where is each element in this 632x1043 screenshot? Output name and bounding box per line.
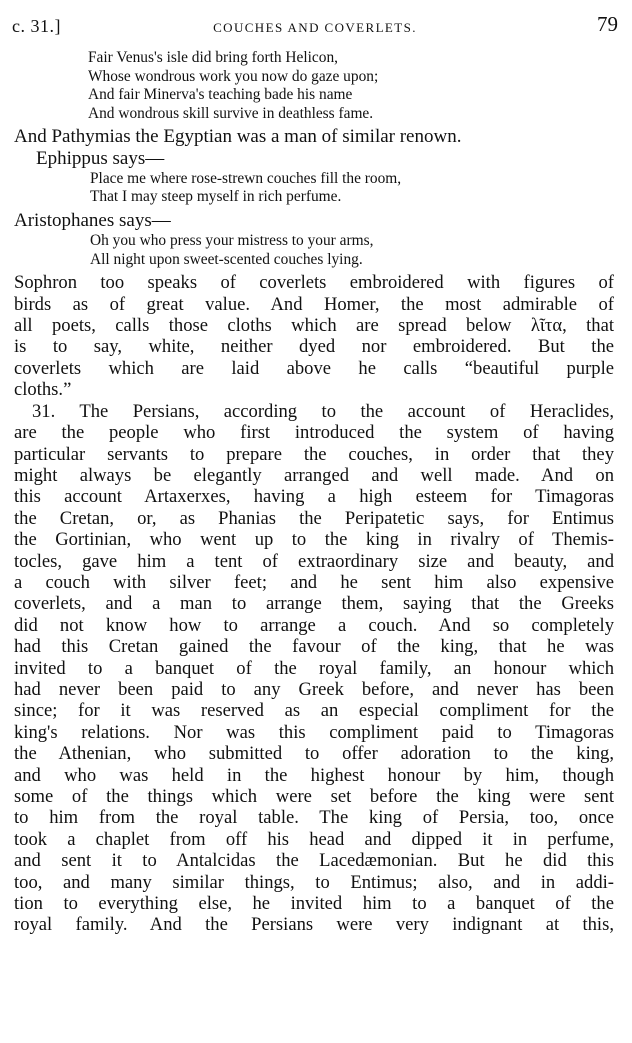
text-line: the Athenian, who submitted to offer adoration to the king, [14,743,614,765]
running-title: COUCHES AND COVERLETS. [213,20,417,35]
text-line: invited to a banquet of the royal family, an honour which [14,657,614,679]
verse-quote-helicon [14,49,614,123]
text-line: did not know how to arrange a couch. And so completely [14,614,614,636]
verse-line: Oh you who press your mistress to your arms, [90,232,374,250]
text-line: birds as of great value. And Homer, the most admirable of [14,293,614,315]
text-line: took a chaplet from off his head and dipped it in perfume, [14,828,614,850]
text-line: had this Cretan gained the favour of the king, that he was [14,636,614,658]
text-line: royal family. And the Persians were very indignant at this, [14,914,614,936]
text-line: had never been paid to any Greek before, and never has been [14,678,614,700]
verse-line: Fair Venus's isle did bring forth Helicon, [88,49,338,66]
verse-line: And fair Minerva's teaching bade his name [88,86,353,104]
text-line: the Cretan, or, as Phanias the Peripatetic says, for Entimus [14,507,614,529]
text-line: particular servants to prepare the couches, in order that they [14,443,614,465]
running-header [12,8,618,38]
text-line: king's relations. Nor was this compliment paid to Timagoras [14,721,614,743]
text-line: to him from the royal table. The king of Persia, too, once [14,807,614,829]
text-line: 31. The Persians, according to the account of Heraclides, [32,400,614,422]
text-line: since; for it was reserved as an especial compliment for the [14,700,614,722]
pathymias-line: And Pathymias the Egyptian was a man of similar renown. [14,126,462,148]
verse-line: That I may steep myself in rich perfume. [90,188,342,206]
text-line: tocles, gave him a tent of extraordinary size and beauty, and [14,550,614,572]
text-line: too, and many similar things, to Entimus; also, and in addi- [14,871,614,893]
text-line: and who was held in the highest honour by him, though [14,764,614,786]
ephippus-says: Ephippus says— [36,147,165,169]
verse-line: Whose wondrous work you now do gaze upon; [88,67,379,85]
verse-line: All night upon sweet-scented couches lying. [90,250,363,268]
text-line: some of the things which were set before the king were sent [14,786,614,807]
text-line: Sophron too speaks of coverlets embroidered with figures of [14,272,614,294]
paragraph-sophron [14,272,614,400]
verse-quote-aristophanes [14,232,614,269]
text-line: this account Artaxerxes, having a high esteem for Timagoras [14,486,614,508]
text-line: cloths.” [14,379,72,401]
text-line: is to say, white, neither dyed nor embroidered. But the [14,336,614,358]
text-line: and sent it to Antalcidas the Lacedæmonian. But he did this [14,850,614,872]
paragraph-31-persians [14,401,614,936]
verse-quote-ephippus [14,170,614,207]
page-body [14,49,614,936]
verse-line: And wondrous skill survive in deathless fame. [88,104,374,122]
text-line: tion to everything else, he invited him to a banquet of the [14,893,614,915]
aristophanes-says: Aristophanes says— [14,210,171,232]
text-line: the Gortinian, who went up to the king in rivalry of Themis- [14,529,614,551]
text-line: coverlets, and a man to arrange them, saying that the Greeks [14,593,614,615]
text-line: all poets, calls those cloths which are spread below λῖτα, that [14,315,614,337]
text-line: might always be elegantly arranged and well made. And on [14,464,614,486]
chapter-reference: c. 31.] [12,16,61,36]
text-line: a couch with silver feet; and he sent him also expensive [14,571,614,593]
page-number: 79 [597,12,618,36]
text-line: coverlets which are laid above he calls “beautiful purple [14,357,614,379]
text-line: are the people who first introduced the system of having [14,422,614,444]
verse-line: Place me where rose-strewn couches fill the room, [90,169,402,187]
